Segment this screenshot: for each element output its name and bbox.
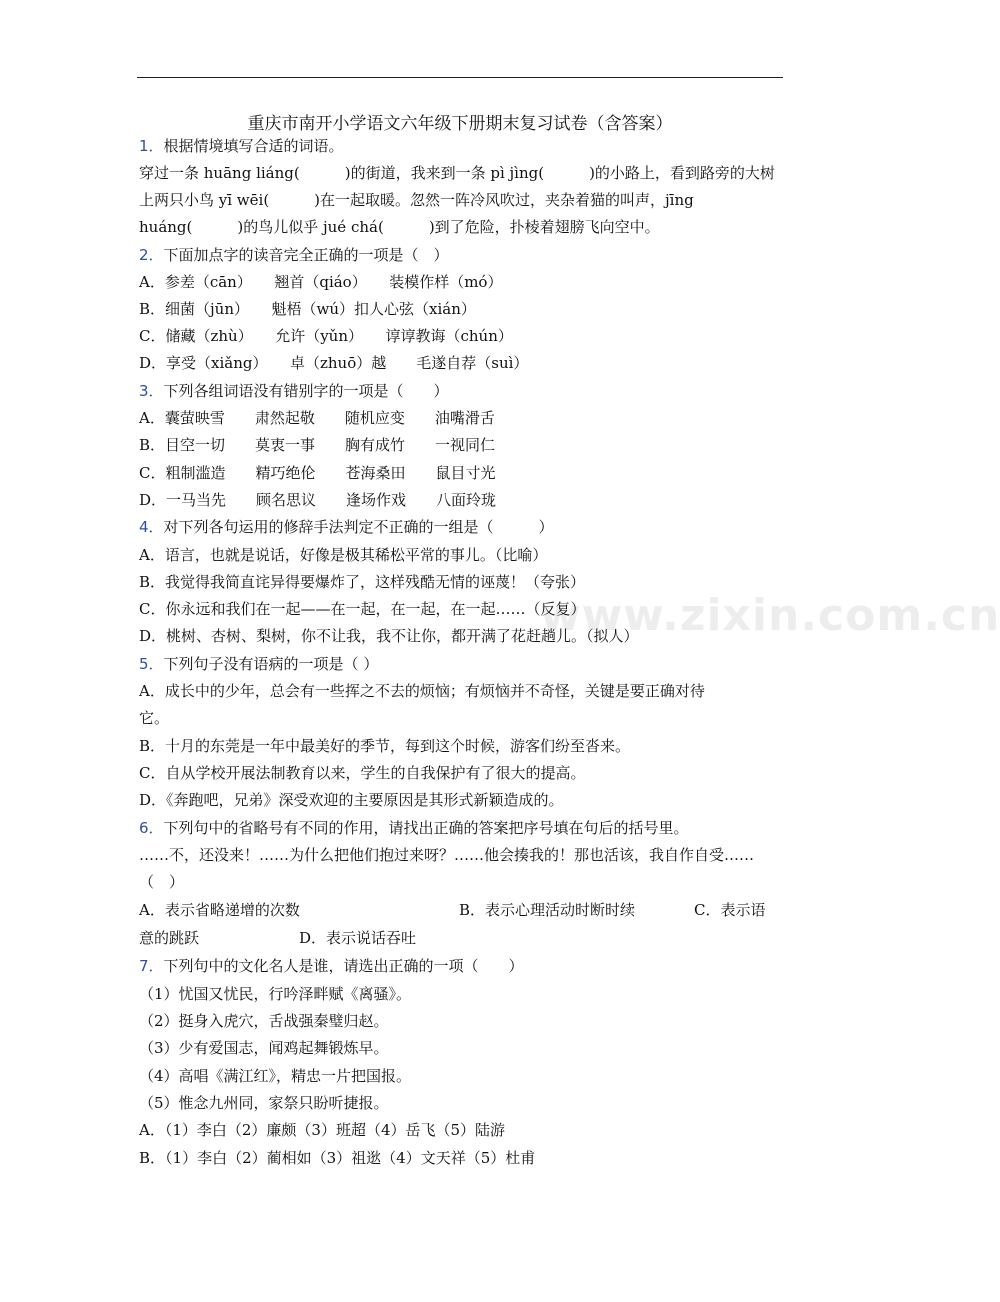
question-number: 1． — [139, 137, 164, 155]
question-6-blank: （ ） — [139, 873, 185, 891]
watermark: www.zixin.com.cn — [540, 590, 1000, 641]
option-d: D．一马当先 顾名思议 逢场作戏 八面玲珑 — [139, 491, 497, 509]
option-a: A．囊萤映雪 肃然起敬 随机应变 油嘴滑舌 — [139, 409, 495, 427]
question-7-sentence: （4）高唱《满江红》，精忠一片把国报。 — [139, 1067, 412, 1085]
option-a: A．（1）李白（2）廉颇（3）班超（4）岳飞（5）陆游 — [139, 1121, 506, 1139]
option-a: A．表示省略递增的次数 — [139, 901, 300, 919]
option-c: C．自从学校开展法制教育以来，学生的自我保护有了很大的提高。 — [139, 764, 586, 782]
question-7-sentence: （2）挺身入虎穴，舌战强秦璧归赵。 — [139, 1012, 389, 1030]
option-b: B．目空一切 莫衷一事 胸有成竹 一视同仁 — [139, 436, 496, 454]
question-number: 4． — [139, 518, 164, 536]
option-c: C．表示语 — [694, 901, 766, 919]
question-number: 7． — [139, 957, 164, 975]
question-5-stem: 5．下列句子没有语病的一项是（ ） — [139, 655, 379, 673]
question-6-line: ……不，还没来！……为什么把他们抱过来呀？……他会揍我的！那也活该，我自作自受…… — [139, 846, 755, 864]
option-c: C．你永远和我们在一起——在一起，在一起，在一起……（反复） — [139, 600, 586, 618]
option-a-cont: 它。 — [139, 709, 170, 727]
question-2-stem: 2．下面加点字的读音完全正确的一项是（ ） — [139, 246, 449, 264]
option-b: B．（1）李白（2）蔺相如（3）祖逖（4）文天祥（5）杜甫 — [139, 1149, 536, 1167]
option-b: B．十月的东莞是一年中最美好的季节，每到这个时候，游客们纷至沓来。 — [139, 737, 631, 755]
question-7-sentence: （1）忧国又忧民，行吟泽畔赋《离骚》。 — [139, 985, 412, 1003]
option-b: B．我觉得我简直诧异得要爆炸了，这样残酷无情的诬蔑！（夸张） — [139, 573, 586, 591]
option-c: C．储藏（zhù） 允许（yǔn） 谆谆教诲（chún） — [139, 327, 513, 345]
option-c-cont: 意的跳跃 — [139, 929, 200, 947]
question-6-stem: 6．下列句中的省略号有不同的作用，请找出正确的答案把序号填在句后的括号里。 — [139, 819, 689, 837]
question-7-sentence: （3）少有爱国志，闻鸡起舞锻炼早。 — [139, 1039, 389, 1057]
header-rule — [137, 77, 783, 78]
option-c: C．粗制滥造 精巧绝伦 苍海桑田 鼠目寸光 — [139, 464, 496, 482]
question-3-stem: 3．下列各组词语没有错别字的一项是（ ） — [139, 382, 449, 400]
question-number: 3． — [139, 382, 164, 400]
option-d: D．享受（xiǎng） 卓（zhuō）越 毛遂自荐（suì） — [139, 354, 529, 372]
option-a: A．语言，也就是说话，好像是极其稀松平常的事儿。（比喻） — [139, 546, 548, 564]
question-1-line: 穿过一条 huāng liáng( )的街道，我来到一条 pì jìng( )的小路上，看到路旁的大树 — [139, 164, 775, 182]
option-a: A．参差（cān） 翘首（qiáo） 装模作样（mó） — [139, 273, 503, 291]
option-b: B．表示心理活动时断时续 — [459, 901, 636, 919]
question-7-stem: 7．下列句中的文化名人是谁，请选出正确的一项（ ） — [139, 957, 524, 975]
option-b: B．细菌（jūn） 魁梧（wú）扣人心弦（xián） — [139, 300, 476, 318]
question-number: 5． — [139, 655, 164, 673]
question-1-line: huáng( )的鸟儿似乎 jué chá( )到了危险，扑棱着翅膀飞向空中。 — [139, 218, 660, 236]
question-number: 2． — [139, 246, 164, 264]
option-d: D．桃树、杏树、梨树，你不让我，我不让你，都开满了花赶趟儿。（拟人） — [139, 627, 639, 645]
question-7-sentence: （5）惟念九州同，家祭只盼听捷报。 — [139, 1094, 389, 1112]
page-title: 重庆市南开小学语文六年级下册期末复习试卷（含答案） — [247, 114, 673, 134]
option-d: D．《奔跑吧，兄弟》深受欢迎的主要原因是其形式新颖造成的。 — [139, 791, 564, 809]
question-number: 6． — [139, 819, 164, 837]
option-a: A．成长中的少年，总会有一些挥之不去的烦恼；有烦恼并不奇怪，关键是要正确对待 — [139, 682, 705, 700]
question-1-line: 上两只小鸟 yī wēi( )在一起取暖。忽然一阵冷风吹过，夹杂着猫的叫声，jīng — [139, 191, 694, 209]
question-4-stem: 4．对下列各句运用的修辞手法判定不正确的一组是（ ） — [139, 518, 554, 536]
option-d: D．表示说话吞吐 — [299, 929, 417, 947]
question-1-stem: 1．根据情境填写合适的词语。 — [139, 137, 344, 155]
